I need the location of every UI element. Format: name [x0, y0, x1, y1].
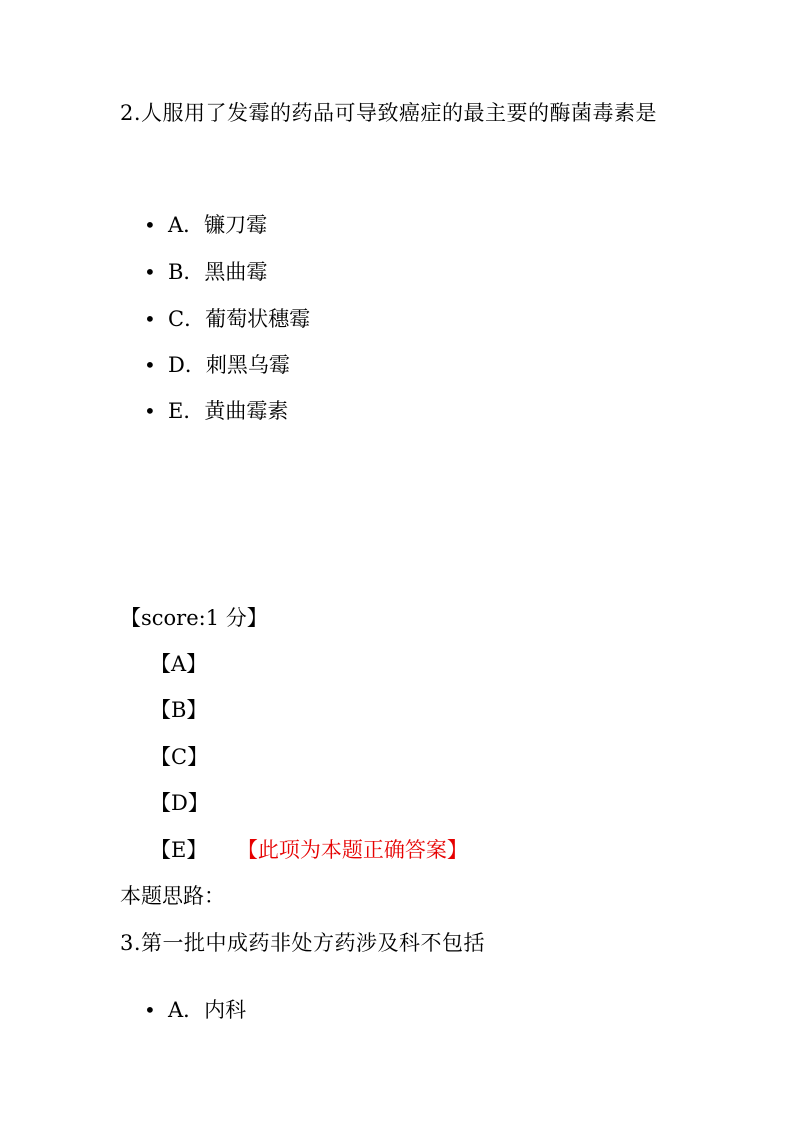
solution-thinking-label: 本题思路： — [120, 884, 225, 908]
q2-option-a[interactable] — [144, 210, 267, 240]
answer-b — [150, 695, 207, 725]
bullet-icon: • — [144, 307, 156, 331]
q2-option-e-label: E．黄曲霉素 — [168, 399, 289, 423]
bullet-icon: • — [144, 260, 156, 284]
q2-option-c-label: C．葡萄状穗霉 — [168, 307, 311, 331]
answer-d-label: 【D】 — [150, 791, 209, 815]
q2-option-e[interactable] — [144, 396, 288, 426]
q2-option-d[interactable] — [144, 350, 290, 380]
bullet-icon: • — [144, 998, 156, 1022]
answer-b-label: 【B】 — [150, 698, 208, 722]
q2-option-b[interactable] — [144, 257, 267, 287]
q2-option-a-label: A．镰刀霉 — [168, 213, 268, 237]
answer-a-label: 【A】 — [150, 652, 208, 676]
score-label: 【score:1 分】 — [120, 606, 268, 630]
bullet-icon: • — [144, 213, 156, 237]
correct-answer-note: 【此项为本题正确答案】 — [247, 838, 468, 862]
bullet-icon: • — [144, 399, 156, 423]
q2-option-b-label: B．黑曲霉 — [168, 260, 268, 284]
q3-option-a[interactable] — [144, 995, 246, 1025]
q2-option-c[interactable] — [144, 304, 310, 334]
answer-a — [150, 649, 207, 679]
answer-d — [150, 788, 209, 818]
q2-option-d-label: D．刺黑乌霉 — [168, 353, 290, 377]
answer-c-label: 【C】 — [150, 745, 209, 769]
question-3-text: 3.第一批中成药非处方药涉及科不包括 — [120, 931, 486, 955]
bullet-icon: • — [144, 353, 156, 377]
answer-e-label: 【E】 — [150, 838, 208, 862]
q3-option-a-label: A．内科 — [168, 998, 247, 1022]
answer-e — [150, 835, 468, 865]
answer-c — [150, 742, 208, 772]
question-2-text: 2.人服用了发霉的药品可导致癌症的最主要的酶菌毒素是 — [120, 101, 658, 125]
